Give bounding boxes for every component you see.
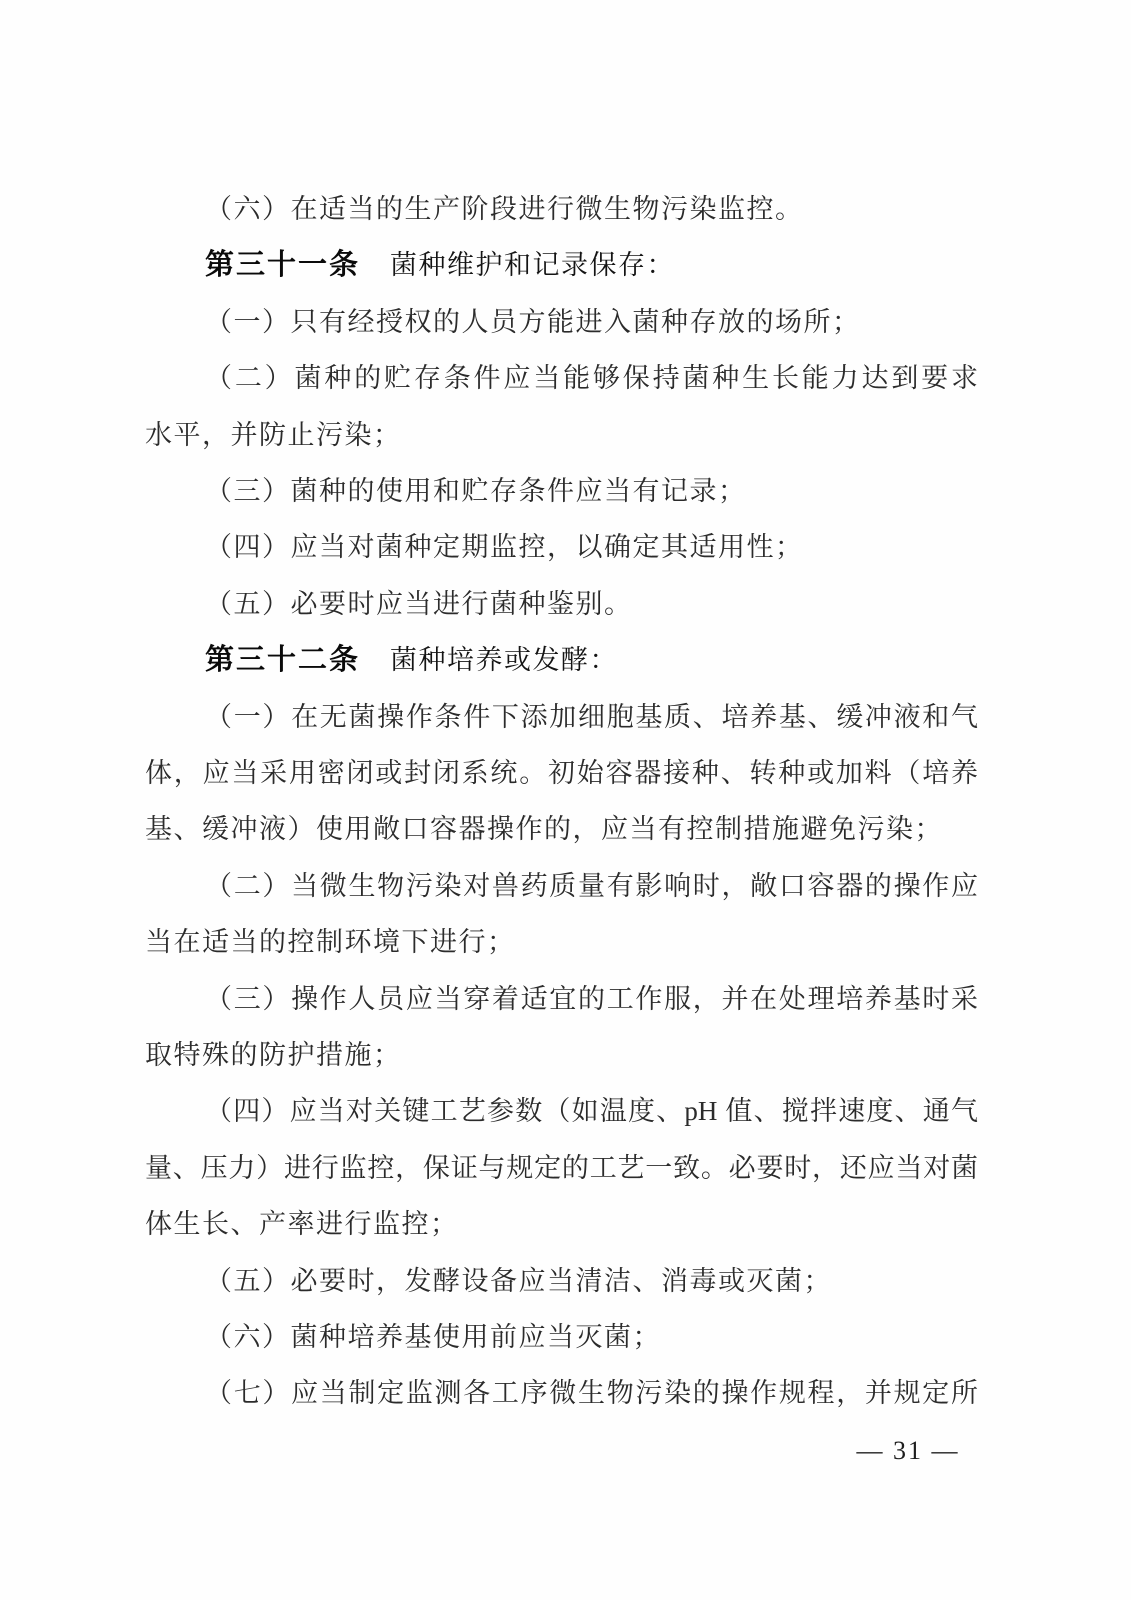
document-line: 基、缓冲液）使用敞口容器操作的，应当有控制措施避免污染；: [145, 814, 943, 844]
page-number: — 31 —: [856, 1436, 960, 1465]
document-line: （二）菌种的贮存条件应当能够保持菌种生长能力达到要求: [205, 363, 978, 393]
article-heading: [205, 247, 675, 287]
document-line: 当在适当的控制环境下进行；: [145, 927, 516, 957]
document-line: （三）操作人员应当穿着适宜的工作服，并在处理培养基时采: [205, 984, 978, 1014]
document-line: 体，应当采用密闭或封闭系统。初始容器接种、转种或加料（培养: [145, 758, 978, 788]
document-line: 量、压力）进行监控，保证与规定的工艺一致。必要时，还应当对菌: [145, 1153, 978, 1183]
document-line: （五）必要时，发酵设备应当清洁、消毒或灭菌；: [205, 1266, 832, 1296]
document-line: （二）当微生物污染对兽药质量有影响时，敞口容器的操作应: [205, 871, 978, 901]
document-line: （五）必要时应当进行菌种鉴别。: [205, 589, 633, 619]
document-line: （一）在无菌操作条件下添加细胞基质、培养基、缓冲液和气: [205, 702, 978, 732]
document-line: 水平，并防止污染；: [145, 420, 402, 450]
document-line: （六）菌种培养基使用前应当灭菌；: [205, 1322, 661, 1352]
document-line: （四）应当对菌种定期监控，以确定其适用性；: [205, 532, 804, 562]
document-line: （三）菌种的使用和贮存条件应当有记录；: [205, 476, 747, 506]
document-line: （一）只有经授权的人员方能进入菌种存放的场所；: [205, 307, 861, 337]
article-heading: [205, 642, 618, 682]
document-line: （七）应当制定监测各工序微生物污染的操作规程，并规定所: [205, 1378, 978, 1408]
article-title: 菌种维护和记录保存：: [390, 250, 676, 280]
document-line: （四）应当对关键工艺参数（如温度、pH 值、搅拌速度、通气: [205, 1096, 978, 1126]
document-line: （六）在适当的生产阶段进行微生物污染监控。: [205, 194, 804, 224]
article-number: 第三十二条: [205, 644, 361, 676]
article-title: 菌种培养或发酵：: [390, 645, 619, 675]
document-line: 取特殊的防护措施；: [145, 1040, 402, 1070]
document-line: 体生长、产率进行监控；: [145, 1209, 459, 1239]
article-number: 第三十一条: [205, 249, 361, 281]
